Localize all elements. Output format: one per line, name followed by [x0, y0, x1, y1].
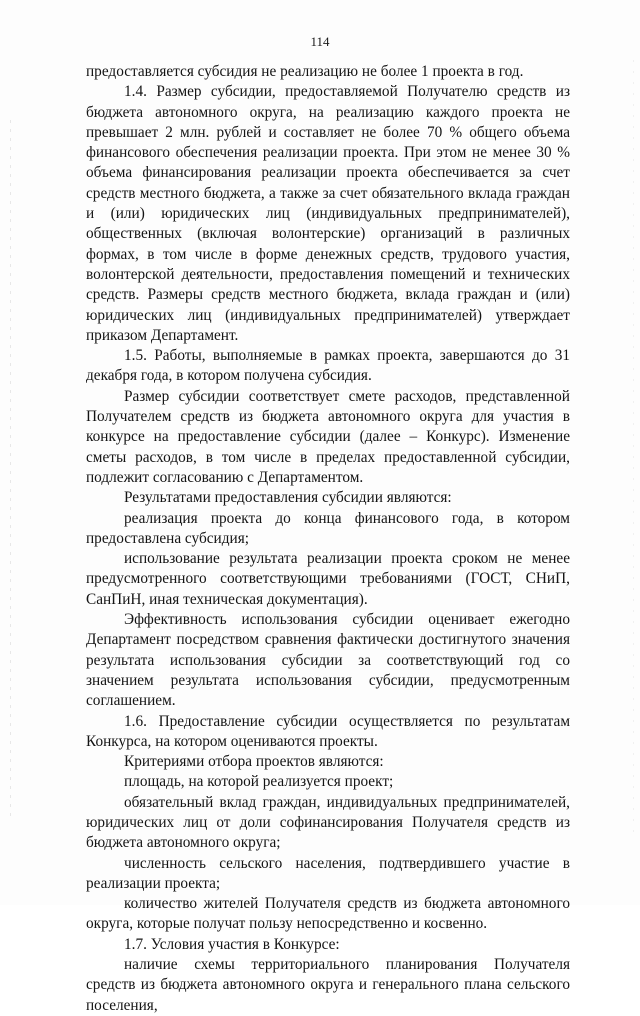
paragraph: 1.7. Условия участия в Конкурсе: [124, 935, 340, 953]
paragraph: численность сельского населения, подтвердившего участие в реализации проекта; [86, 854, 570, 892]
paragraph: использование результата реализации проекта сроком не менее предусмотренного соответствующими требованиями (ГОСТ, СНиП, СанПиН, иная техническая документация). [86, 550, 570, 608]
paragraph: реализация проекта до конца финансового года, в котором предоставлена субсидия; [86, 509, 570, 547]
page-number: 114 [310, 34, 330, 49]
paragraph: 1.6. Предоставление субсидии осуществляется по результатам Конкурса, на котором оцениваются проекты. [86, 712, 570, 750]
paragraph: площадь, на которой реализуется проект; [124, 773, 394, 791]
scan-edge-left [10, 120, 11, 820]
paragraph: 1.4. Размер субсидии, предоставляемой Получателю средств из бюджета автономного округа, на реализацию каждого проекта не превышает 2 млн. рублей и составляет не более 70 % общего объема финансового обеспечения реализации проекта. При этом не менее 30 % объема финансирования реализации проекта обеспечивается за счет средств местного бюджета, а также за счет обязательного вклада граждан и (или) юридических лиц (индивидуальных предпринимателей), общественных (включая волонтерские) организаций в различных формах, в том числе в форме денежных средств, трудового участия, волонтерской деятельности, предоставления помещений и технических средств. Размеры средств местного бюджета, вклада граждан и (или) юридических лиц (индивидуальных предпринимателей) утверждает приказом Департамент. [86, 83, 570, 344]
paragraph: Эффективность использования субсидии оценивает ежегодно Департамент посредством сравнения фактически достигнутого значения результата использования субсидии за соответствующий год со значением результата использования субсидии, предусмотренным соглашением. [86, 611, 570, 710]
paragraph: 1.5. Работы, выполняемые в рамках проекта, завершаются до 31 декабря года, в котором получена субсидия. [86, 347, 570, 385]
paragraph: обязательный вклад граждан, индивидуальных предпринимателей, юридических лиц от доли софинансирования Получателя средств из бюджета автономного округа; [86, 793, 570, 852]
scan-edge-right [633, 60, 634, 840]
paragraph: Критериями отбора проектов являются: [124, 753, 384, 771]
paragraph: наличие схемы территориального планирования Получателя средств из бюджета автономного округа и генерального плана сельского поселения, [86, 956, 570, 1014]
paragraph: Результатами предоставления субсидии являются: [124, 489, 452, 507]
document-body [86, 62, 570, 1016]
paragraph: количество жителей Получателя средств из бюджета автономного округа, которые получат пользу непосредственно и косвенно. [86, 895, 570, 933]
paragraph: Размер субсидии соответствует смете расходов, представленной Получателем средств из бюджета автономного округа для участия в конкурсе на предоставление субсидии (далее – Конкурс). Изменение сметы расходов, в том числе в пределах предоставленной субсидии, подлежит согласованию с Департаментом. [86, 387, 570, 486]
paragraph: предоставляется субсидия не реализацию не более 1 проекта в год. [86, 63, 524, 80]
